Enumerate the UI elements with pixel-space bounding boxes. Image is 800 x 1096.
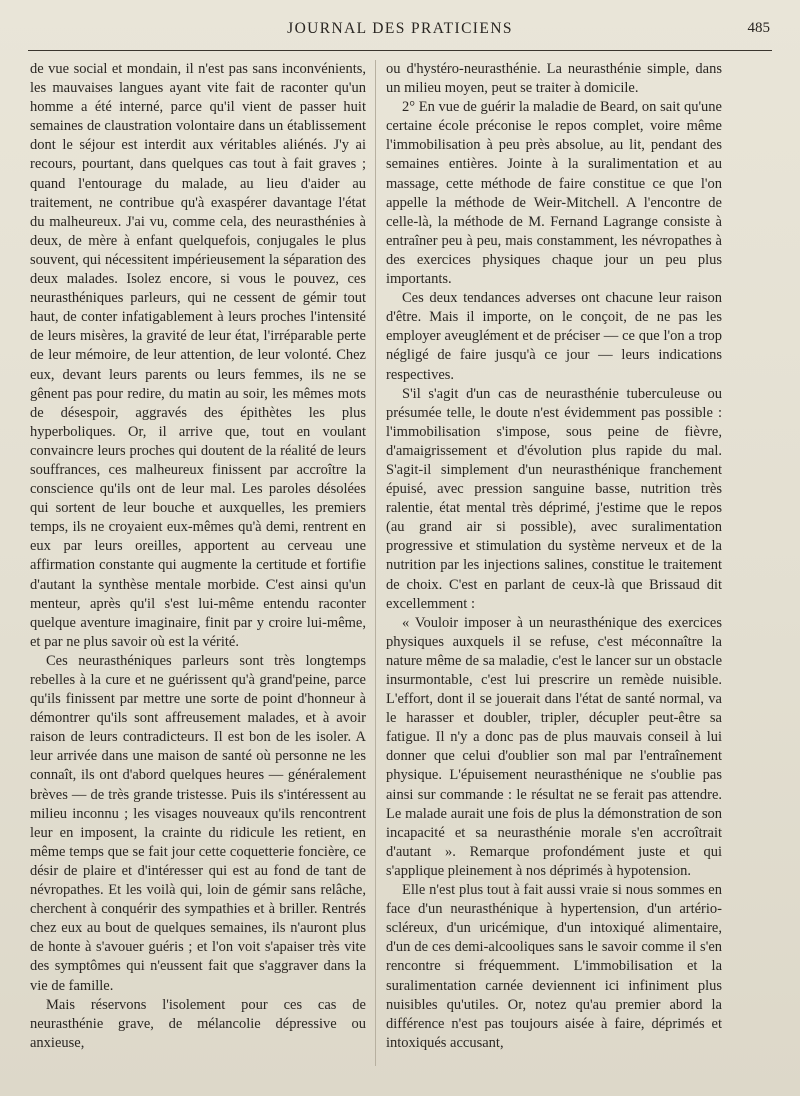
journal-title: JOURNAL DES PRATICIENS (287, 20, 513, 37)
paragraph: de vue social et mondain, il n'est pas sans inconvénients, les mauvaises langues ayant vite fait de raconter qu'un homme a été interné, parce qu'il vient de passer huit semaines de claustration volontaire dans un établissement dont le séjour est interdit aux véritables aliénés. J'y ai recours, pourtant, dans quelques cas tout à fait graves ; quand l'entourage du malade, au lieu d'aider au traitement, ne contribue qu'à exaspérer davantage l'état du malheureux. J'ai vu, comme cela, des neurasthénies à deux, de mère à enfant quelquefois, conjugales le plus souvent, qui nécessitent impérieusement la séparation des deux malades. Isolez encore, si vous le pouvez, ces neurasthéniques parleurs, qui ne cessent de gémir tout haut, de conter infatigablement à leurs proches l'intensité de leurs misères, la gravité de leur état, l'irréparable perte de leur mémoire, de leur attention, de leur volonté. Chez eux, devant leurs parents ou leurs femmes, ils ne se gênent pas pour redire, du matin au soir, les mêmes mots de désespoir, aggravés des épithètes les plus hyperboliques. Or, il arrive que, tout en voulant convaincre leurs proches qui doutent de la réalité de leurs souffrances, ces malheureux finissent par accroître la conscience qu'ils ont de leur mal. Les paroles désolées qui sortent de leur bouche et auxquelles, les premiers temps, ils ne croyaient eux-mêmes qu'à demi, rentrent en eux par leurs oreilles, apportent au cerveau une affirmation constante qui augmente la certitude et fortifie d'autant la synthèse mentale morbide. C'est ainsi qu'un menteur, après qu'il s'est lui-même entendu raconter quelque aventure imaginaire, finit par y croire lui-même, et par ne plus savoir où est la vérité. (30, 61, 366, 650)
paragraph: Ces neurasthéniques parleurs sont très longtemps rebelles à la cure et ne guérissent qu'à grand'peine, parce qu'ils finissent par mettre une sorte de point d'honneur à démontrer qu'ils sont affreusement malades, et à avoir raison de leurs contradicteurs. Il est bon de les isoler. A leur arrivée dans une maison de santé où personne ne les connaît, ils ont d'abord quelques heures — généralement brèves — de très grande tristesse. Puis ils s'intéressent au milieu inconnu ; les visages nouveaux qu'ils rencontrent leur en imposent, la crainte du ridicule les retient, en même temps que se fait jour cette coquetterie foncière, ce désir de plaire et d'intéresser qui est au fond de tant de névropathes. Et les voilà qui, loin de gémir sans relâche, cherchent à conquérir des sympathies et à briller. Rentrés chez eux au bout de quelques semaines, ils n'auront plus de honte à s'avouer guéris ; et l'on voit s'apaiser très vite des symptômes qui n'eussent fait que s'aggraver dans la vie de famille. (30, 652, 366, 994)
paragraph: Ces deux tendances adverses ont chacune leur raison d'être. Mais il importe, on le conçoit, de ne pas les employer aveuglément et de préciser — ce que l'on a trop négligé de faire jusqu'à ce jour — leurs indications respectives. (386, 290, 722, 383)
paragraph: Elle n'est plus tout à fait aussi vraie si nous sommes en face d'un neurasthénique à hypertension, d'un artério-scléreux, d'un uricémique, d'un intoxiqué alimentaire, d'un de ces demi-alcooliques sans le savoir comme il s'en rencontre si fréquemment. L'immobilisation et la suralimentation carnée deviennent ici infiniment plus nuisibles qu'utiles. Or, notez qu'au premier abord la différence n'est pas toujours aisée à faire, déprimés et intoxiqués accusant, (386, 882, 722, 1051)
paragraph: « Vouloir imposer à un neurasthénique des exercices physiques auxquels il se refuse, c'est méconnaître la nature même de sa maladie, c'est le lancer sur un obstacle insurmontable, c'est lui prescrire un remède nuisible. L'effort, dont il se jouerait dans l'état de santé normal, va le harasser et doubler, tripler, décupler peut-être sa fatigue. Il n'y a donc pas de plus mauvais conseil à lui donner que celui d'oublier son mal par l'entraînement physique. L'épuisement neurasthénique ne s'oublie pas ainsi sur commande : le résultat ne se ferait pas attendre. Le malade aurait une fois de plus la démonstration de son incapacité et sa neurasthénie morale s'en accroîtrait d'autant ». Remarque profondément juste et qui s'applique pleinement à nos déprimés à hypotension. (386, 614, 722, 879)
column-divider (375, 60, 376, 1066)
header-rule (28, 50, 772, 51)
left-column (30, 60, 366, 1080)
right-column (386, 60, 722, 1080)
page-header (28, 16, 772, 46)
paragraph: 2° En vue de guérir la maladie de Beard, on sait qu'une certaine école préconise le repos complet, voire même l'immobilisation à peu près absolue, au lit, pendant des semaines entières. Jointe à la suralimentation et au massage, cette méthode de faire constitue ce que l'on appelle la méthode de Weir-Mitchell. A l'encontre de celle-là, la méthode de M. Fernand Lagrange consiste à entraîner peu à peu, mais constamment, les névropathes à des exercices physiques chaque jour un peu plus importants. (386, 99, 722, 288)
paragraph: S'il s'agit d'un cas de neurasthénie tuberculeuse ou présumée telle, le doute n'est évidemment pas possible : l'immobilisation s'impose, sous peine de fièvre, d'amaigrissement et d'évolution plus rapide du mal. S'agit-il simplement d'un neurasthénique franchement épuisé, avec pression sanguine basse, nutrition très ralentie, état mental très déprimé, j'estime que le repos (au grand air si possible), avec suralimentation progressive et stimulation du système nerveux et de la nutrition par les injections salines, constitue le traitement de choix. C'est en parlant de ceux-là que Brissaud dit excellemment : (386, 385, 722, 612)
paragraph: ou d'hystéro-neurasthénie. La neurasthénie simple, dans un milieu moyen, peut se traiter à domicile. (386, 61, 722, 97)
paragraph: Mais réservons l'isolement pour ces cas de neurasthénie grave, de mélancolie dépressive ou anxieuse, (30, 996, 366, 1051)
page-number: 485 (747, 20, 770, 36)
